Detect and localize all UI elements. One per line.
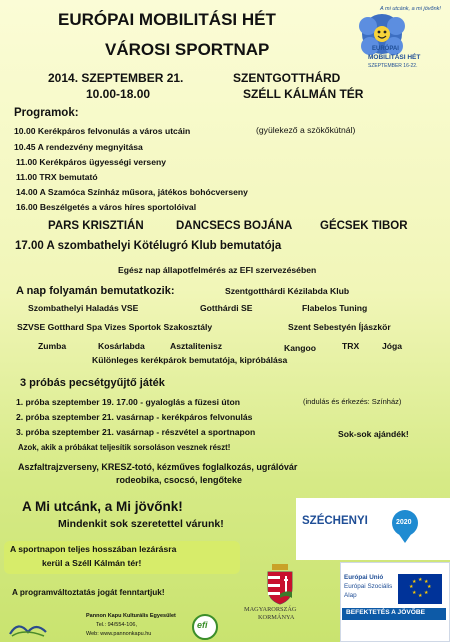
slogan-main: A Mi utcánk, a Mi jövőnk! [22,499,183,514]
disclaimer: A programváltoztatás jogát fenntartjuk! [12,588,165,597]
pin-tip-icon [398,533,412,543]
program-heading: Programok: [14,107,79,119]
org-item: Jóga [382,341,403,351]
efi-label: efi [197,620,208,630]
special-bikes: Különleges kerékpárok bemutatója, kipróbálása [92,355,288,365]
svg-text:★: ★ [424,579,429,585]
program-item: 10.00 Kerékpáros felvonulás a város utcáin [14,126,191,136]
footer-tel: Tel.: 94/554-106, [96,622,137,628]
svg-text:★: ★ [424,590,429,596]
szechenyi-label: SZÉCHENYI [302,515,368,527]
org-item: Asztalitenisz [170,341,223,351]
svg-text:★: ★ [409,584,414,590]
org-item: Kosárlabda [98,341,145,351]
org-item: SZVSE Gotthard Spa Vizes Sportok Szakosztály [17,322,213,332]
program-item: 14.00 A Szamóca Színház műsora, játékos bohócverseny [16,187,248,197]
footer-web: Web: www.pannonkapu.hu [86,631,152,637]
program-item: 11.00 Kerékpáros ügyességi verseny [16,157,167,167]
hungary-line-1: MAGYARORSZÁG [244,606,297,613]
org-item: Gotthárdi SE [200,303,253,313]
org-item: Flabelos Tuning [302,303,368,313]
logo-line-2: MOBILITÁSI HÉT [368,54,421,61]
program-item: 10.45 A rendezvény megnyitása [14,142,143,152]
event-place-2: SZÉLL KÁLMÁN TÉR [243,87,364,101]
eu-line-3: Alap [344,592,357,599]
gifts-note: Sok-sok ajándék! [338,429,409,439]
org-item: Zumba [38,341,67,351]
footer-org: Pannon Kapu Kulturális Egyesület [86,613,176,619]
eu-line-2: Európai Szociális [344,583,393,590]
rope-club: 17.00 A szombathelyi Kötélugró Klub bemutatója [15,240,282,252]
orgs-heading: A nap folyamán bemutatkozik: [16,285,175,297]
stamp-heading: 3 próbás pecsétgyűjtő játék [20,377,165,389]
eu-flag-icon [398,574,442,604]
athlete-1: PARS KRISZTIÁN [48,220,144,232]
svg-text:★: ★ [418,577,423,583]
stamp-item: 2. próba szeptember 21. vasárnap - kerékpáros felvonulás [16,412,253,422]
games-line-1: Aszfaltrajzverseny, KRESZ-totó, kézműves foglalkozás, ugrálóvár [18,462,298,472]
event-date: 2014. SZEPTEMBER 21. [48,71,184,85]
logo-tagline: A mi utcánk, a mi jövőnk! [380,6,441,12]
games-line-2: rodeobika, csocsó, lengőteke [116,475,243,485]
stamp-item: 3. próba szeptember 21. vasárnap - részvétel a sportnapon [16,427,256,437]
logo-dates: SZEPTEMBER 16-22. [368,63,418,69]
slogan-sub: Mindenkit sok szeretettel várunk! [58,518,224,530]
svg-text:★: ★ [412,590,417,596]
svg-text:★: ★ [418,593,423,599]
org-item: TRX [342,341,360,351]
closure-line-1: A sportnapon teljes hosszában lezárásra [10,544,177,554]
title-line-1: EURÓPAI MOBILITÁSI HÉT [58,10,276,29]
stamp-item-note: (indulás és érkezés: Színház) [303,397,402,406]
event-place-1: SZENTGOTTHÁRD [233,71,341,85]
program-item: 16.00 Beszélgetés a város híres sportolóival [16,202,197,212]
mobility-week-logo [350,4,448,72]
org-item: Szent Sebestyén Íjászkör [288,322,391,332]
raffle-note: Azok, akik a próbákat teljesítik sorsoláson vesznek részt! [18,443,231,452]
org-item: Szentgotthárdi Kézilabda Klub [225,286,350,296]
stamp-item: 1. próba szeptember 19. 17.00 - gyaloglás a füzesi úton [16,397,240,407]
logo-line-1: EURÓPAI [372,46,399,52]
org-item: Kangoo [284,343,316,353]
flower-icon [350,4,448,72]
closure-line-2: kerül a Széll Kálmán tér! [42,558,142,568]
szechenyi-year: 2020 [396,519,412,526]
program-item-note: (gyülekező a szökőkútnál) [256,125,356,135]
title-line-2: VÁROSI SPORTNAP [105,40,270,59]
eu-line-1: Európai Unió [344,574,384,581]
efi-logo [192,614,218,640]
athlete-2: DANCSECS BOJÁNA [176,220,293,232]
athlete-3: GÉCSEK TIBOR [320,220,408,232]
invest-label: BEFEKTETÉS A JÖVŐBE [346,609,426,616]
hungary-line-2: KORMÁNYA [258,614,295,621]
pannon-kapu-logo-icon [6,614,50,638]
svg-text:★: ★ [412,579,417,585]
org-item: Szombathelyi Haladás VSE [28,303,139,313]
program-item: 11.00 TRX bemutató [16,172,98,182]
health-check: Egész nap állapotfelmérés az EFI szervezésében [118,265,317,275]
szechenyi-panel [296,498,450,560]
event-time: 10.00-18.00 [86,87,151,101]
coat-of-arms-icon [262,562,298,606]
svg-text:★: ★ [427,584,432,590]
